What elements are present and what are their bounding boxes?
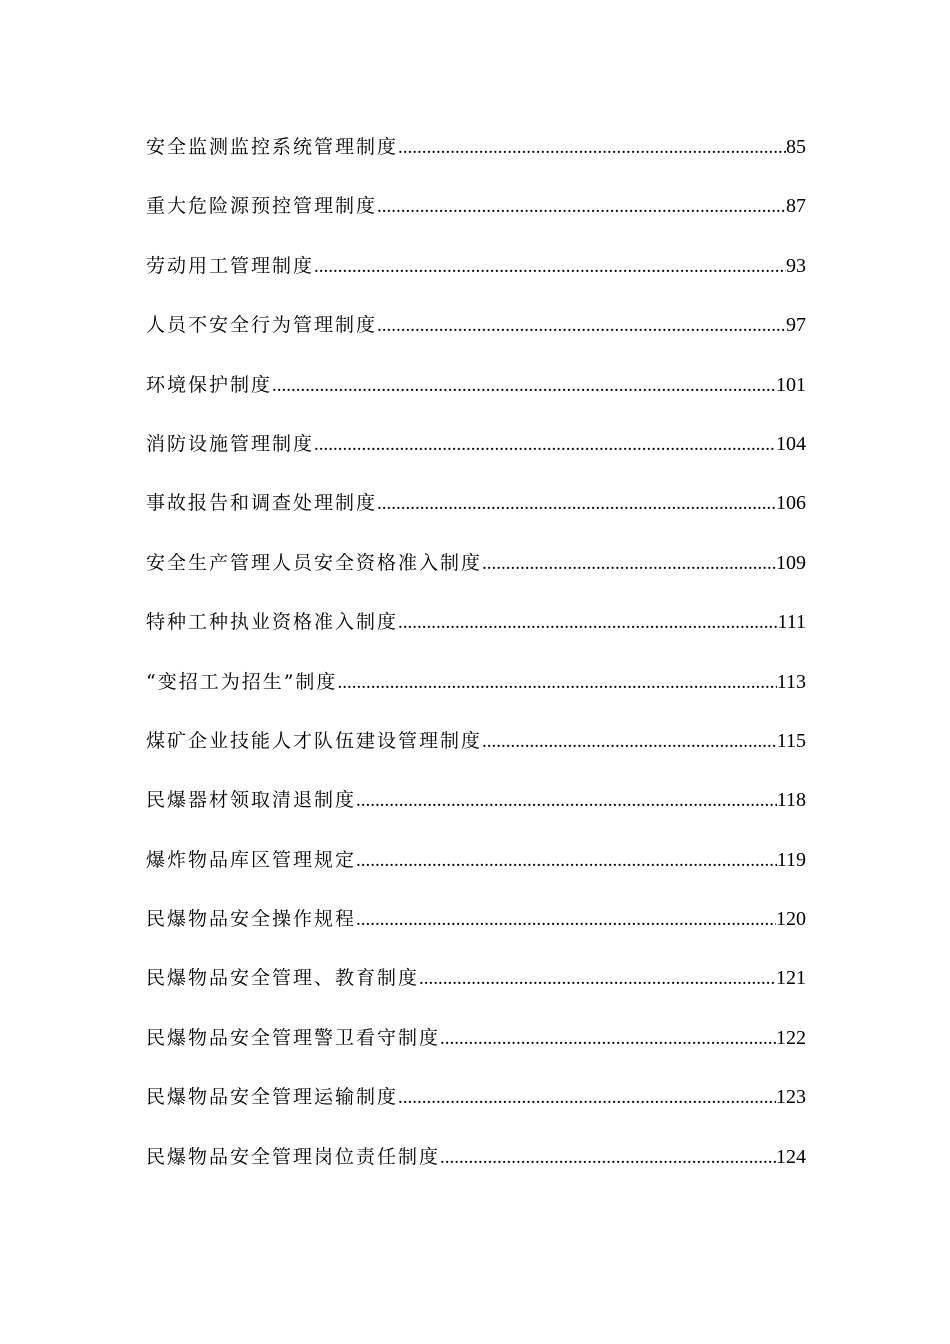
toc-entry-page-number: 87 — [786, 195, 806, 218]
toc-dot-leader — [398, 137, 786, 159]
toc-entry[interactable] — [146, 429, 806, 488]
toc-entry[interactable] — [146, 488, 806, 547]
toc-entry-title: 劳动用工管理制度 — [146, 254, 315, 277]
toc-entry-title: 重大危险源预控管理制度 — [146, 195, 378, 218]
toc-entry-page-number: 120 — [776, 908, 806, 931]
toc-dot-leader — [377, 196, 786, 218]
toc-entry-page-number: 124 — [776, 1145, 806, 1168]
toc-entry-title: 煤矿企业技能人才队伍建设管理制度 — [146, 729, 483, 752]
toc-dot-leader — [419, 968, 776, 990]
toc-entry-title: 安全监测监控系统管理制度 — [146, 136, 399, 158]
toc-dot-leader — [398, 612, 777, 634]
toc-entry[interactable] — [146, 607, 806, 666]
toc-entry-page-number: 93 — [786, 254, 806, 277]
toc-entry-title: 安全生产管理人员安全资格准入制度 — [146, 551, 483, 574]
toc-dot-leader — [398, 1087, 776, 1109]
table-of-contents — [146, 132, 806, 1201]
toc-entry[interactable] — [146, 667, 806, 726]
toc-dot-leader — [482, 731, 777, 753]
toc-entry-title: 特种工种执业资格准入制度 — [146, 611, 399, 634]
toc-entry-page-number: 104 — [776, 432, 806, 455]
toc-entry-page-number: 101 — [776, 373, 806, 396]
toc-dot-leader — [337, 672, 776, 694]
toc-dot-leader — [356, 909, 776, 931]
toc-entry-page-number: 85 — [786, 136, 806, 158]
toc-entry-title: 民爆物品安全管理警卫看守制度 — [146, 1026, 441, 1049]
toc-entry[interactable] — [146, 726, 806, 785]
toc-dot-leader — [377, 493, 776, 515]
toc-dot-leader — [314, 256, 786, 278]
toc-entry-title: “变招工为招生”制度 — [146, 670, 338, 693]
toc-entry[interactable] — [146, 904, 806, 963]
toc-entry[interactable] — [146, 251, 806, 310]
toc-entry[interactable] — [146, 1082, 806, 1141]
toc-entry-title: 民爆物品安全管理、教育制度 — [146, 967, 420, 990]
toc-entry[interactable] — [146, 1142, 806, 1201]
toc-dot-leader — [356, 850, 777, 872]
toc-dot-leader — [272, 375, 776, 397]
toc-entry-title: 民爆器材领取清退制度 — [146, 789, 357, 812]
toc-entry-title: 爆炸物品库区管理规定 — [146, 848, 357, 871]
toc-entry-page-number: 122 — [776, 1026, 806, 1049]
toc-entry-page-number: 106 — [776, 492, 806, 515]
toc-entry[interactable] — [146, 548, 806, 607]
toc-dot-leader — [482, 553, 776, 575]
toc-entry-page-number: 109 — [776, 551, 806, 574]
toc-entry[interactable] — [146, 132, 806, 191]
toc-entry[interactable] — [146, 1023, 806, 1082]
toc-entry-page-number: 118 — [776, 789, 806, 812]
toc-entry-title: 民爆物品安全管理岗位责任制度 — [146, 1145, 441, 1168]
toc-dot-leader — [314, 434, 776, 456]
toc-entry[interactable] — [146, 785, 806, 844]
toc-entry[interactable] — [146, 191, 806, 250]
toc-entry-title: 环境保护制度 — [146, 373, 273, 396]
toc-entry[interactable] — [146, 845, 806, 904]
toc-entry-page-number: 119 — [776, 848, 806, 871]
toc-dot-leader — [356, 790, 777, 812]
toc-entry[interactable] — [146, 370, 806, 429]
toc-entry-page-number: 123 — [776, 1086, 806, 1109]
toc-dot-leader — [440, 1028, 776, 1050]
toc-entry-page-number: 113 — [776, 670, 806, 693]
toc-entry[interactable] — [146, 310, 806, 369]
toc-dot-leader — [377, 315, 786, 337]
toc-dot-leader — [440, 1147, 776, 1169]
toc-entry-title: 消防设施管理制度 — [146, 432, 315, 455]
toc-entry[interactable] — [146, 963, 806, 1022]
toc-entry-title: 事故报告和调查处理制度 — [146, 492, 378, 515]
toc-entry-page-number: 115 — [776, 729, 806, 752]
toc-entry-page-number: 111 — [777, 611, 806, 634]
toc-entry-page-number: 121 — [776, 967, 806, 990]
toc-entry-title: 人员不安全行为管理制度 — [146, 314, 378, 337]
toc-entry-page-number: 97 — [786, 314, 806, 337]
toc-entry-title: 民爆物品安全管理运输制度 — [146, 1086, 399, 1109]
toc-entry-title: 民爆物品安全操作规程 — [146, 908, 357, 931]
